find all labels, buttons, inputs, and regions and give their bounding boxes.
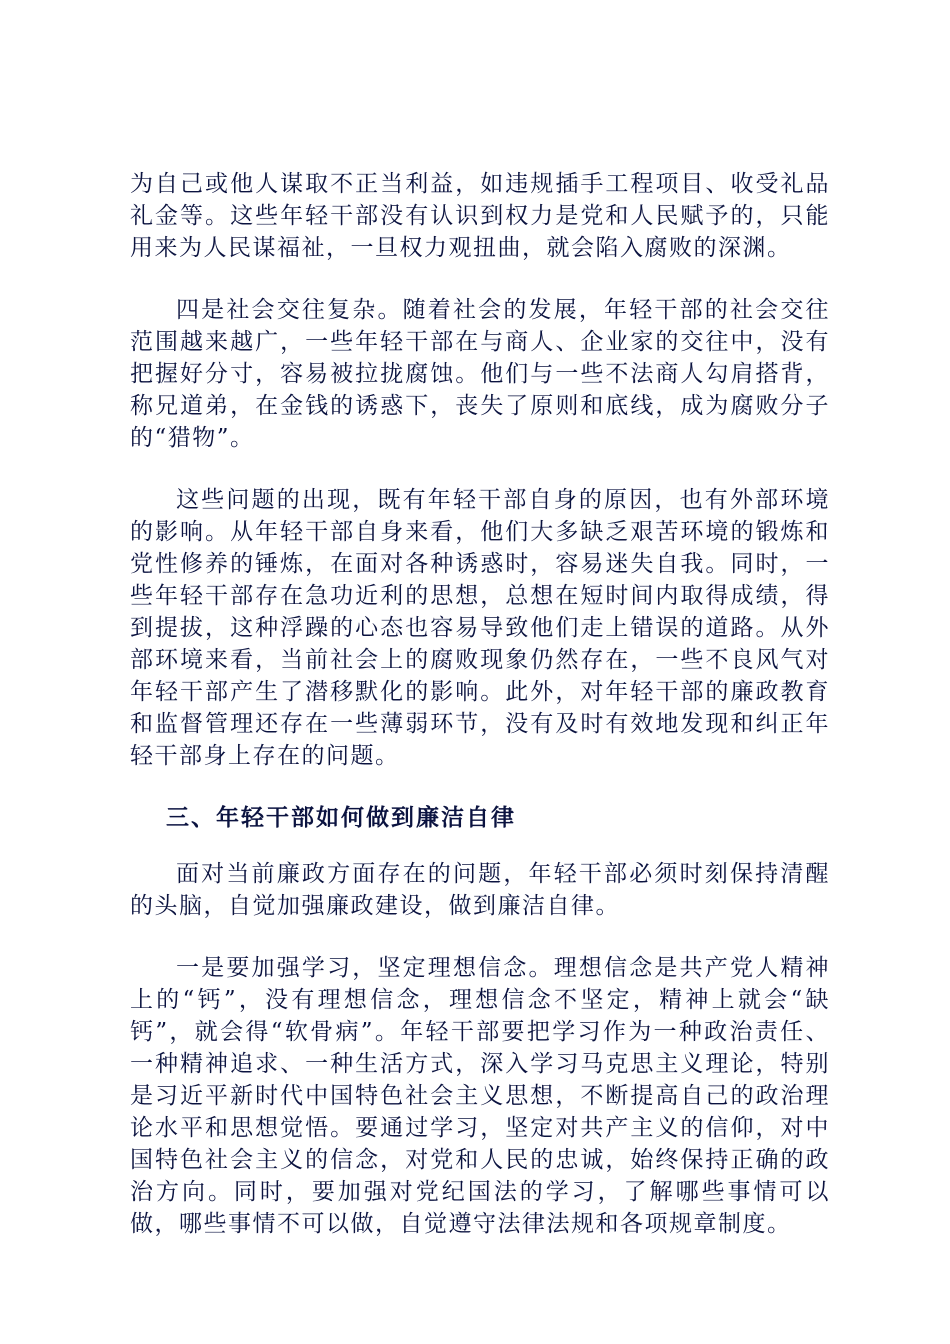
section-heading: 三、年轻干部如何做到廉洁自律 (166, 805, 516, 831)
paragraph-section-intro: 面对当前廉政方面存在的问题，年轻干部必须时刻保持清醒的头脑，自觉加强廉政建设，做到廉洁自律。 (130, 861, 830, 919)
paragraph-strengthen-study: 一是要加强学习，坚定理想信念。理想信念是共产党人精神上的“钙”，没有理想信念，理想信念不坚定，精神上就会“缺钙”，就会得“软骨病”。年轻干部要把学习作为一种政治责任、一种精神追求、一种生活方式，深入学习马克思主义理论，特别是习近平新时代中国特色社会主义思想，不断提高自己的政治理论水平和思想觉悟。要通过学习，坚定对共产主义的信仰，对中国特色社会主义的信念，对党和人民的忠诚，始终保持正确的政治方向。同时，要加强对党纪国法的学习，了解哪些事情可以做，哪些事情不可以做，自觉遵守法律法规和各项规章制度。 (130, 955, 830, 1237)
paragraph-social-interaction: 四是社会交往复杂。随着社会的发展，年轻干部的社会交往范围越来越广，一些年轻干部在与商人、企业家的交往中，没有把握好分寸，容易被拉拢腐蚀。他们与一些不法商人勾肩搭背，称兄道弟，在金钱的诱惑下，丧失了原则和底线，成为腐败分子的“猎物”。 (130, 297, 830, 451)
document-body (130, 168, 830, 1270)
paragraph-continuation: 为自己或他人谋取不正当利益，如违规插手工程项目、收受礼品礼金等。这些年轻干部没有认识到权力是党和人民赋予的，只能用来为人民谋福祉，一旦权力观扭曲，就会陷入腐败的深渊。 (130, 171, 830, 261)
paragraph-causes: 这些问题的出现，既有年轻干部自身的原因，也有外部环境的影响。从年轻干部自身来看，他们大多缺乏艰苦环境的锻炼和党性修养的锤炼，在面对各种诱惑时，容易迷失自我。同时，一些年轻干部存在急功近利的思想，总想在短时间内取得成绩，得到提拔，这种浮躁的心态也容易导致他们走上错误的道路。从外部环境来看，当前社会上的腐败现象仍然存在，一些不良风气对年轻干部产生了潜移默化的影响。此外，对年轻干部的廉政教育和监督管理还存在一些薄弱环节，没有及时有效地发现和纠正年轻干部身上存在的问题。 (130, 487, 830, 769)
